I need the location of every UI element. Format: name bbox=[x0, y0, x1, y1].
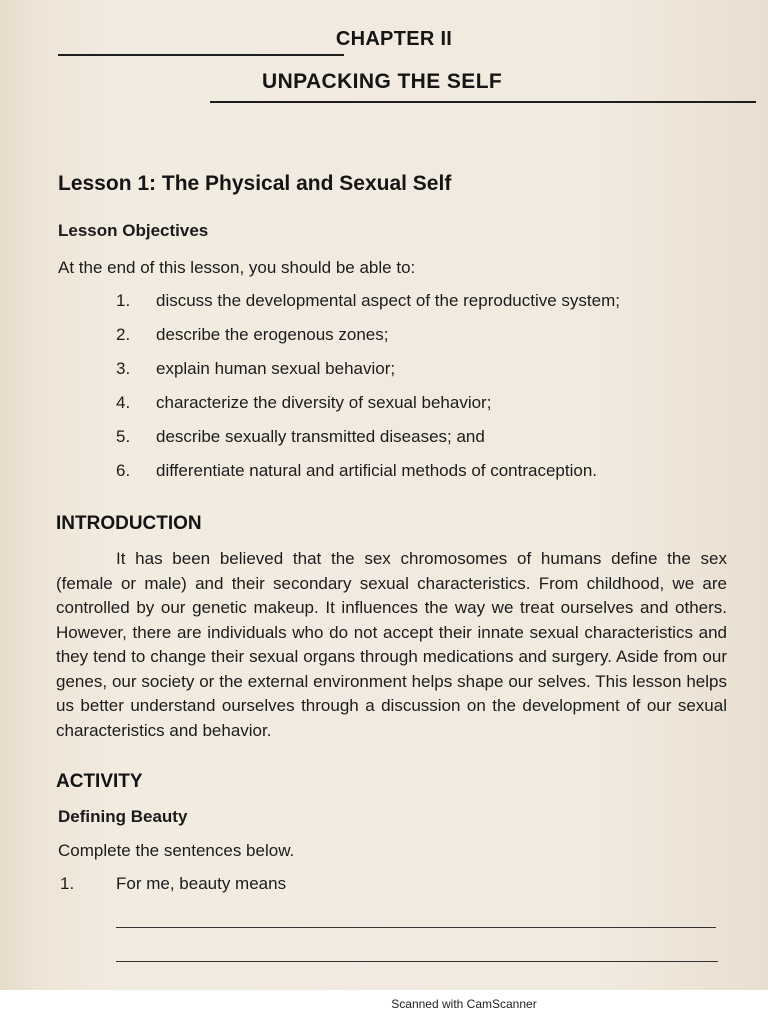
objectives-list bbox=[116, 290, 620, 494]
list-item bbox=[116, 358, 620, 392]
list-item bbox=[116, 426, 620, 460]
objectives-intro: At the end of this lesson, you should be able to: bbox=[58, 258, 416, 277]
introduction-heading: INTRODUCTION bbox=[56, 513, 202, 534]
objective-text: describe the erogenous zones; bbox=[156, 325, 389, 344]
objective-text: characterize the diversity of sexual behavior; bbox=[156, 393, 492, 412]
list-item bbox=[116, 290, 620, 324]
objective-text: explain human sexual behavior; bbox=[156, 359, 396, 378]
activity-item bbox=[60, 874, 286, 894]
answer-line bbox=[116, 927, 716, 928]
list-item bbox=[116, 392, 620, 426]
activity-item-number: 1. bbox=[60, 874, 75, 893]
activity-heading: ACTIVITY bbox=[56, 771, 143, 792]
objective-number: 6. bbox=[116, 461, 131, 480]
introduction-paragraph: It has been believed that the sex chromosomes of humans define the sex (female or male) and their secondary sexual characteristics. From childhood, we are controlled by our genetic makeup. It influences the way we treat ourselves and others. However, there are individuals who do not accept their innate sexual characteristics and they tend to change their sexual organs through medications and surgery. Aside from our genes, our society or the external environment helps shape our selves. This lesson helps us better understand ourselves through a discussion on the development of our sexual characteristics and behavior. bbox=[56, 549, 727, 740]
objectives-heading: Lesson Objectives bbox=[58, 221, 209, 240]
objective-number: 3. bbox=[116, 359, 131, 378]
objective-text: describe sexually transmitted diseases; and bbox=[156, 427, 485, 446]
activity-subheading: Defining Beauty bbox=[58, 807, 188, 826]
list-item bbox=[116, 460, 620, 494]
objective-number: 4. bbox=[116, 393, 131, 412]
lesson-title: Lesson 1: The Physical and Sexual Self bbox=[58, 172, 452, 195]
chapter-title: UNPACKING THE SELF bbox=[262, 70, 503, 93]
activity-item-text: For me, beauty means bbox=[116, 874, 287, 893]
chapter-rule-right bbox=[210, 101, 756, 103]
scanner-watermark: Scanned with CamScanner bbox=[391, 997, 537, 1011]
objective-text: differentiate natural and artificial methods of contraception. bbox=[156, 461, 598, 480]
answer-line bbox=[116, 961, 718, 962]
objective-number: 1. bbox=[116, 291, 131, 310]
chapter-rule-left bbox=[58, 54, 344, 56]
list-item bbox=[116, 324, 620, 358]
activity-instruction: Complete the sentences below. bbox=[58, 841, 295, 860]
chapter-number: CHAPTER II bbox=[335, 28, 453, 50]
objective-number: 5. bbox=[116, 427, 131, 446]
objective-text: discuss the developmental aspect of the reproductive system; bbox=[156, 291, 620, 310]
objective-number: 2. bbox=[116, 325, 131, 344]
